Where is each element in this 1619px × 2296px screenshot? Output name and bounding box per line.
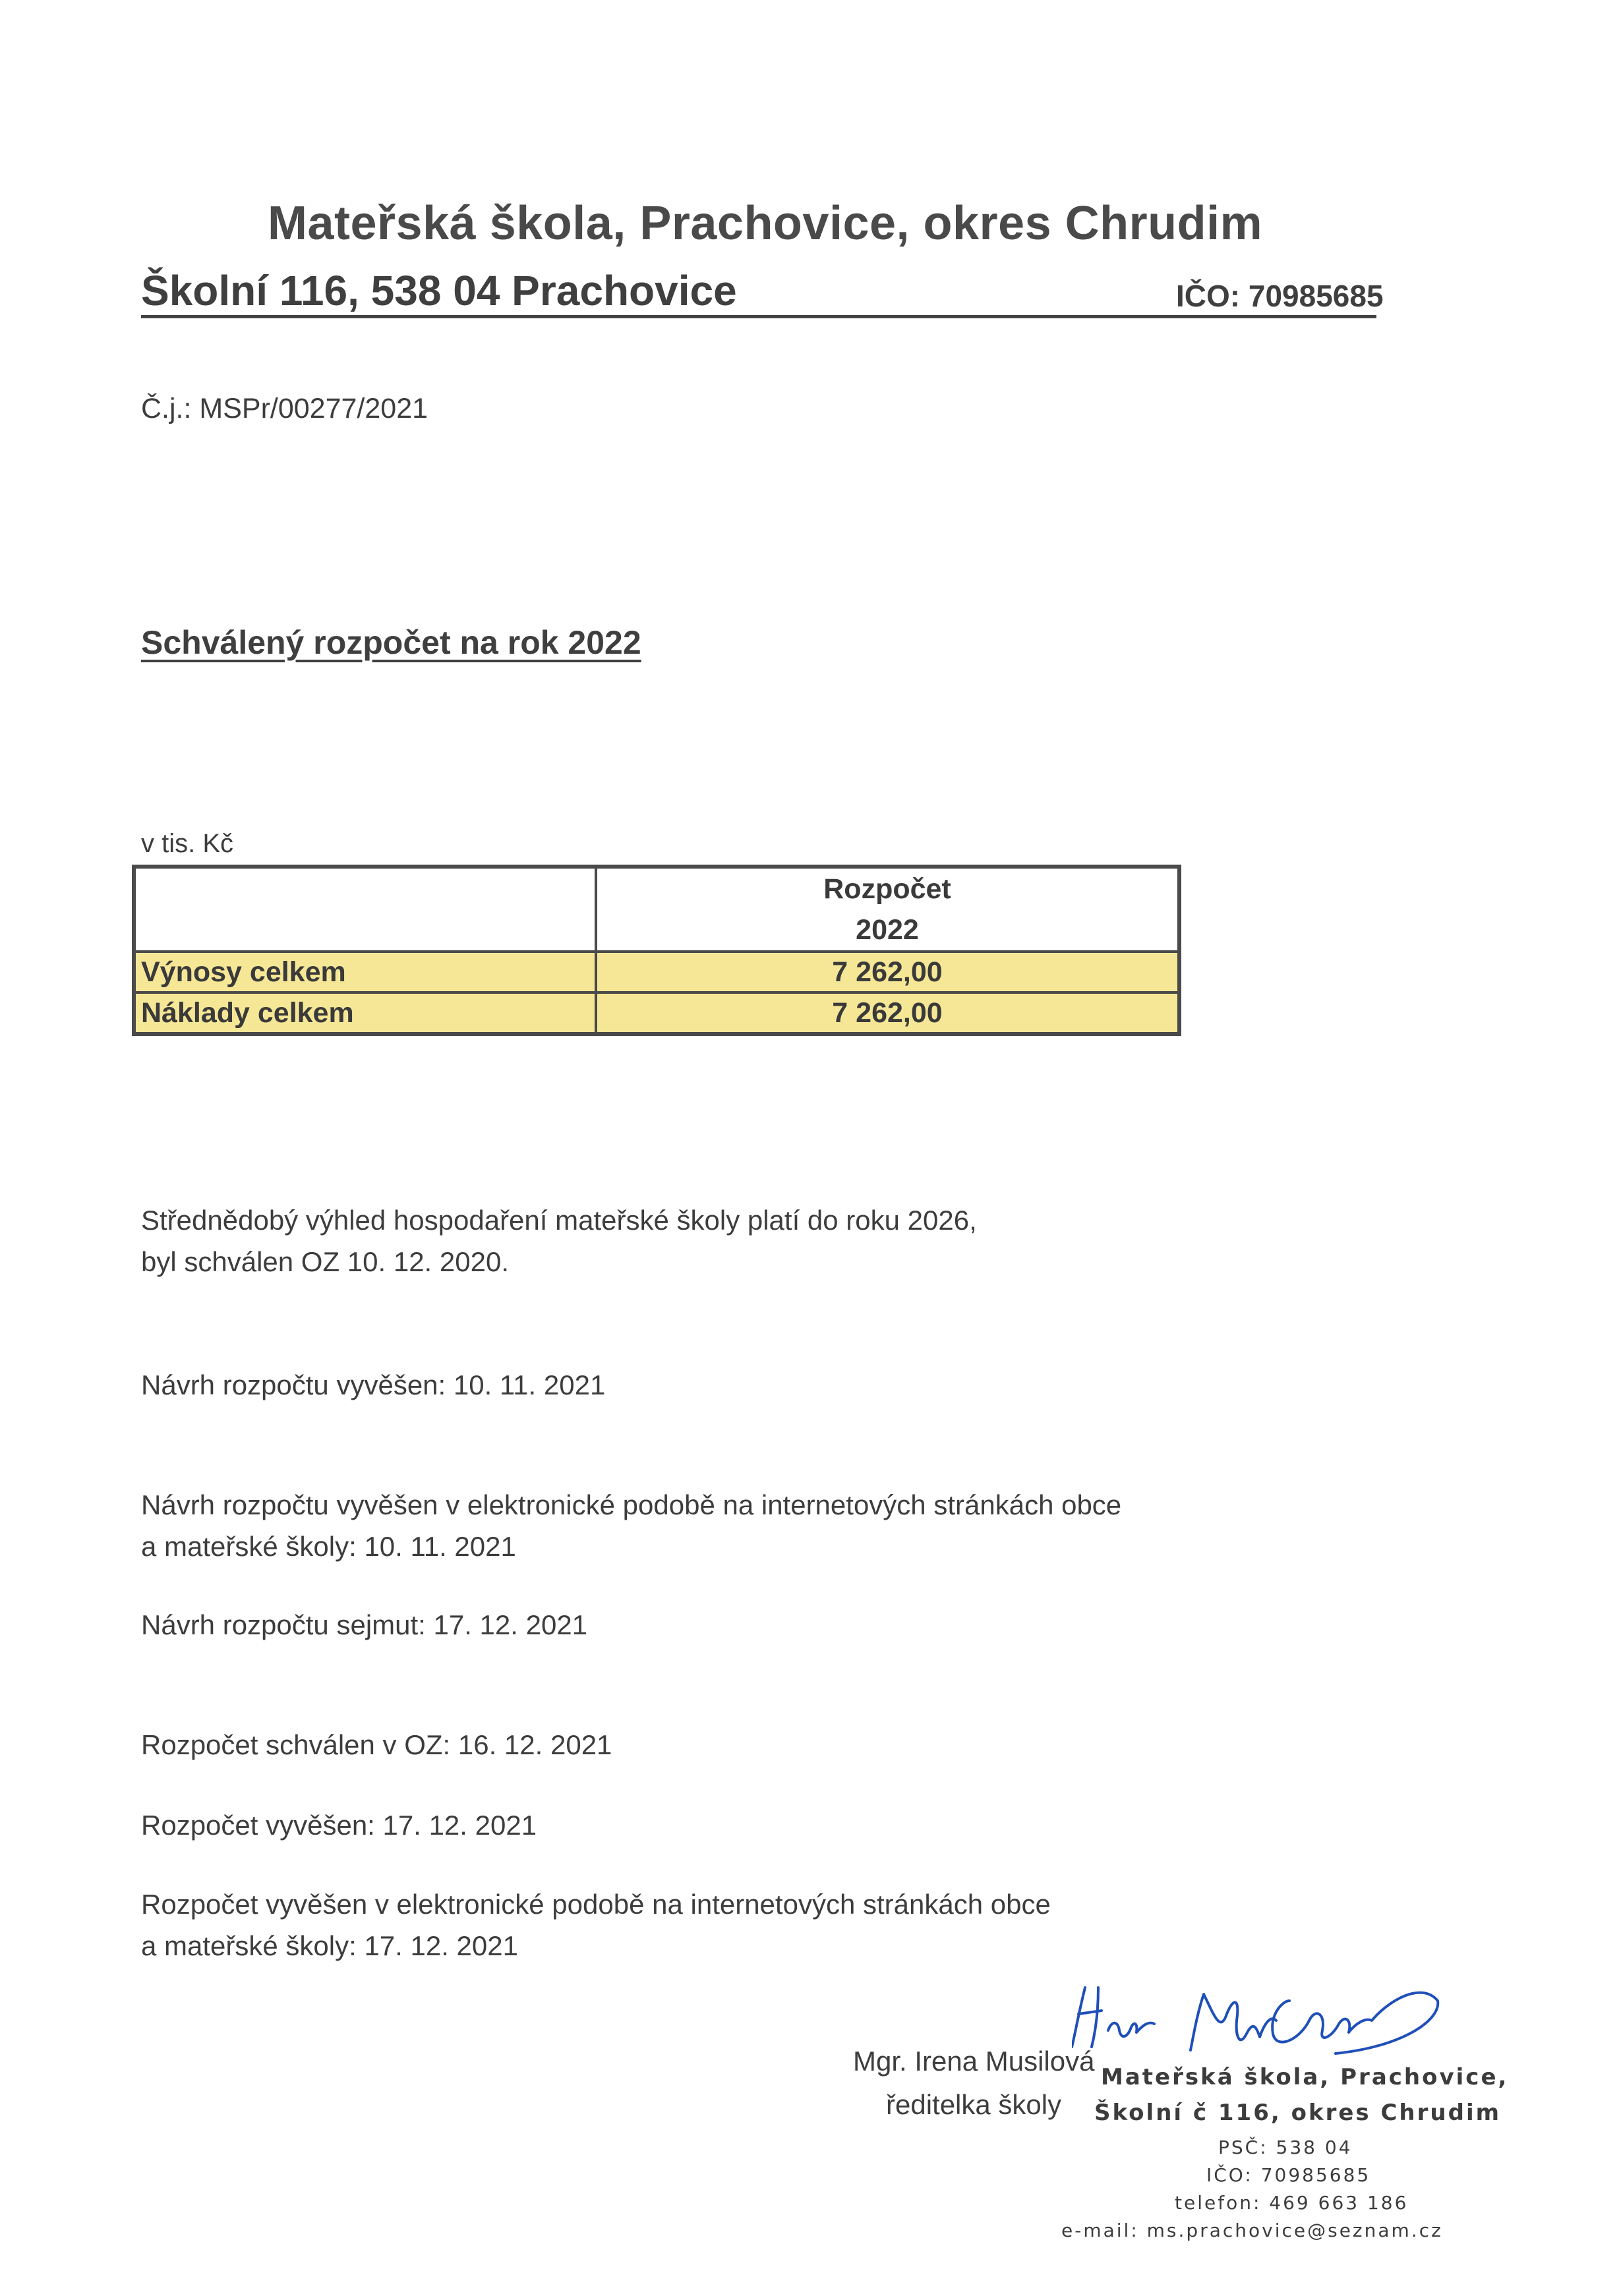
table-header-cell <box>596 867 1179 952</box>
stamp-line-4: IČO: 70985685 <box>1206 2164 1371 2186</box>
document-subject: Schválený rozpočet na rok 2022 <box>141 624 641 661</box>
table-header-empty-cell <box>134 867 596 952</box>
posted-electronic-line-2: a mateřské školy: 17. 12. 2021 <box>141 1930 518 1961</box>
row-label: Výnosy celkem <box>134 952 596 992</box>
stamp-line-6: e-mail: ms.prachovice@seznam.cz <box>1061 2220 1443 2241</box>
reference-number: Č.j.: MSPr/00277/2021 <box>141 393 428 424</box>
table-header-row <box>134 867 1179 952</box>
signatory-name: Mgr. Irena Musilová <box>853 2046 1095 2077</box>
school-stamp <box>1048 2050 1523 2247</box>
unit-note: v tis. Kč <box>141 829 234 858</box>
school-ico: IČO: 70985685 <box>1176 279 1384 313</box>
stamp-line-1: Mateřská škola, Prachovice, <box>1101 2064 1509 2090</box>
table-row <box>134 992 1179 1034</box>
stamp-line-5: telefon: 469 663 186 <box>1175 2192 1409 2214</box>
signatory-role: ředitelka školy <box>886 2089 1062 2120</box>
posted-text: Rozpočet vyvěšen: 17. 12. 2021 <box>141 1810 537 1841</box>
school-title: Mateřská škola, Prachovice, okres Chrudim <box>268 197 1263 250</box>
budget-table <box>132 865 1181 1036</box>
approved-text: Rozpočet schválen v OZ: 16. 12. 2021 <box>141 1729 612 1760</box>
draft-posted-text: Návrh rozpočtu vyvěšen: 10. 11. 2021 <box>141 1369 606 1400</box>
table-row <box>134 952 1179 992</box>
outlook-line-1: Střednědobý výhled hospodaření mateřské školy platí do roku 2026, <box>141 1205 977 1236</box>
outlook-line-2: byl schválen OZ 10. 12. 2020. <box>141 1246 509 1277</box>
outlook-paragraph <box>141 1199 977 1282</box>
stamp-line-3: PSČ: 538 04 <box>1218 2137 1353 2158</box>
posted-electronic-line-1: Rozpočet vyvěšen v elektronické podobě na internetových stránkách obce <box>141 1889 1051 1920</box>
row-value: 7 262,00 <box>596 952 1179 992</box>
draft-electronic-line-2: a mateřské školy: 10. 11. 2021 <box>141 1531 516 1562</box>
handwritten-signature <box>1072 1974 1441 2060</box>
draft-removed-text: Návrh rozpočtu sejmut: 17. 12. 2021 <box>141 1609 588 1640</box>
school-address: Školní 116, 538 04 Prachovice <box>141 267 737 314</box>
posted-electronic-paragraph <box>141 1883 1051 1966</box>
row-value: 7 262,00 <box>596 992 1179 1034</box>
table-header-line2: 2022 <box>856 914 919 946</box>
draft-electronic-paragraph <box>141 1484 1121 1567</box>
header-underline <box>141 315 1376 318</box>
stamp-line-2: Školní č 116, okres Chrudim <box>1094 2100 1502 2126</box>
table-header-line1: Rozpočet <box>823 873 951 905</box>
row-label: Náklady celkem <box>134 992 596 1034</box>
draft-electronic-line-1: Návrh rozpočtu vyvěšen v elektronické podobě na internetových stránkách obce <box>141 1489 1122 1520</box>
